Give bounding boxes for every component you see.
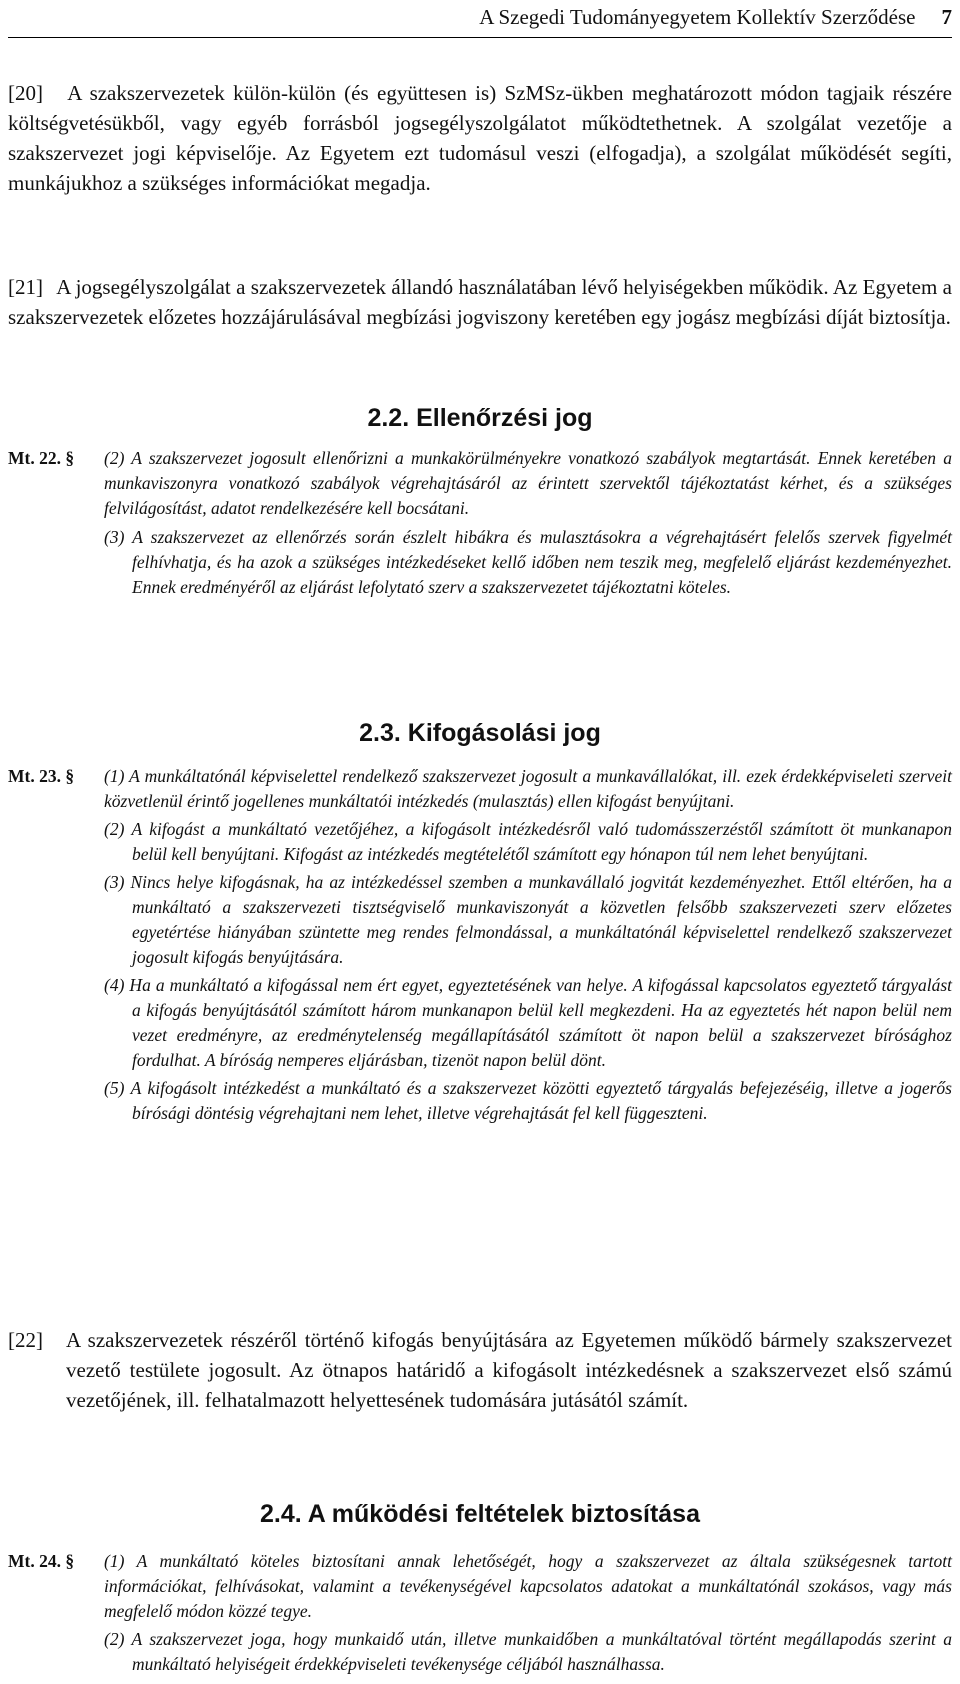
- article-subsection: (2) A szakszervezet jogosult ellenőrizni a munkakörülményekre vonatkozó szabályok megtartását. Ennek keretében a munkaviszonyra vonatkozó szabályok végrehajtásáról az érintett szervektől tájékoztatást kérhet, és a szükséges felvilágosítást, adatot rendelkezésére kell bocsátani.: [104, 448, 952, 518]
- paragraph-label: [22]: [8, 1328, 43, 1352]
- paragraph-text: A szakszervezetek külön-külön (és együttesen is) SzMSz-ükben meghatározott módon tagjaik részére költségvetésükből, vagy egyéb forrásból jogsegélyszolgálatot működtethetnek. A szolgálat vezetője a szakszervezet jogi képviselője. Az Egyetem ezt tudomásul veszi (elfogadja), a szolgálat működését segíti, munkájukhoz a szükséges információkat megadja.: [8, 81, 952, 195]
- article-subsection: (3) Nincs helye kifogásnak, ha az intézkedéssel szemben a munkavállaló jogvitát kezdeményezhet. Ettől eltérően, ha a munkáltató a szakszervezeti tisztségviselő munkaviszonyát a közvetlen felsőbb szakszervezeti szerv előzetes egyetértése hiányában szüntette meg rendes felmondással, a munkáltatónál képviselettel rendelkező szakszervezet jogosult kifogás benyújtására.: [104, 872, 952, 967]
- header-title: A Szegedi Tudományegyetem Kollektív Szerződése: [479, 4, 916, 29]
- paragraph-20: [8, 78, 952, 198]
- page-number: 7: [941, 4, 952, 29]
- section-heading-2-4: 2.4. A működési feltételek biztosítása: [260, 1500, 700, 1528]
- paragraph-22: [8, 1325, 952, 1415]
- article-label: Mt. 23. §: [8, 766, 75, 786]
- paragraph-text: A jogsegélyszolgálat a szakszervezetek állandó használatában lévő helyiségekben működik. Az Egyetem a szakszervezetek előzetes hozzájárulásával megbízási jogviszony keretében egy jogász megbízási díját biztosítja.: [8, 275, 953, 329]
- article-subsection: (1) A munkáltatónál képviselettel rendelkező szakszervezet jogosult a munkavállalókat, ill. ezek érdekképviseleti szerveit közvetlenül érintő jogellenes munkáltatói intézkedés (mulasztás) ellen kifogást benyújtani.: [104, 766, 952, 811]
- article-subsection: (1) A munkáltató köteles biztosítani annak lehetőségét, hogy a szakszervezet az általa szükségesnek tartott információkat, felhívásokat, valamint a tevékenységével kapcsolatos adatokat a munkáltatónál szokásos, vagy más megfelelő módon közzé tegye.: [104, 1551, 952, 1621]
- paragraph-21: [8, 272, 952, 332]
- paragraph-label: [20]: [8, 81, 43, 105]
- article-subsection: (5) A kifogásolt intézkedést a munkáltató és a szakszervezet közötti egyeztető tárgyalás befejezéséig, illetve a jogerős bírósági döntésig végrehajtani nem lehet, illetve végrehajtását fel kell függeszteni.: [104, 1078, 952, 1123]
- article-mt23: [8, 764, 952, 1126]
- article-subsection: (2) A szakszervezet joga, hogy munkaidő után, illetve munkaidőben a munkáltatóval történt megállapodás szerint a munkáltató helyiségeit érdekképviseleti tevékenysége céljából használhassa.: [104, 1629, 952, 1674]
- article-subsection: (3) A szakszervezet az ellenőrzés során észlelt hibákra és mulasztásokra a végrehajtásért felelős szervek figyelmét felhívhatja, és ha azok a szükséges intézkedéseket kellő időben nem teszik meg, megfelelő eljárást kezdeményezhet. Ennek eredményéről az eljárást lefolytató szerv a szakszervezetet tájékoztatni köteles.: [104, 527, 952, 597]
- article-subsection: (2) A kifogást a munkáltató vezetőjéhez, a kifogásolt intézkedésről való tudomásszerzéstől számított öt munkanapon belül kell benyújtani. Kifogást az intézkedés megtételétől számított egy hónapon túl nem lehet benyújtani.: [104, 819, 952, 864]
- paragraph-text: A szakszervezetek részéről történő kifogás benyújtására az Egyetemen működő bármely szakszervezet vezető testülete jogosult. Az ötnapos határidő a kifogásolt intézkedésnek a szakszervezet első számú vezetőjének, ill. felhatalmazott helyettesének tudomására jutásától számít.: [66, 1328, 952, 1412]
- running-header: [8, 2, 952, 32]
- header-rule: [8, 37, 952, 38]
- section-heading-2-2: 2.2. Ellenőrzési jog: [367, 404, 593, 432]
- article-label: Mt. 22. §: [8, 448, 75, 468]
- article-subsection: (4) Ha a munkáltató a kifogással nem ért egyet, egyeztetésének van helye. A kifogással kapcsolatos egyeztető tárgyalást a kifogás benyújtásától számított három munkanapon belül kell megkezdeni. Ha az egyeztetés hét napon belül nem vezet eredményre, az eredménytelenség megállapításától számított öt napon belül a szakszervezet bírósághoz fordulhat. A bíróság nemperes eljárásban, tizenöt napon belül dönt.: [104, 975, 952, 1070]
- article-label: Mt. 24. §: [8, 1551, 75, 1571]
- paragraph-label: [21]: [8, 275, 43, 299]
- section-heading-2-3: 2.3. Kifogásolási jog: [359, 719, 601, 747]
- article-mt22: [8, 446, 952, 600]
- article-mt24: [8, 1549, 952, 1677]
